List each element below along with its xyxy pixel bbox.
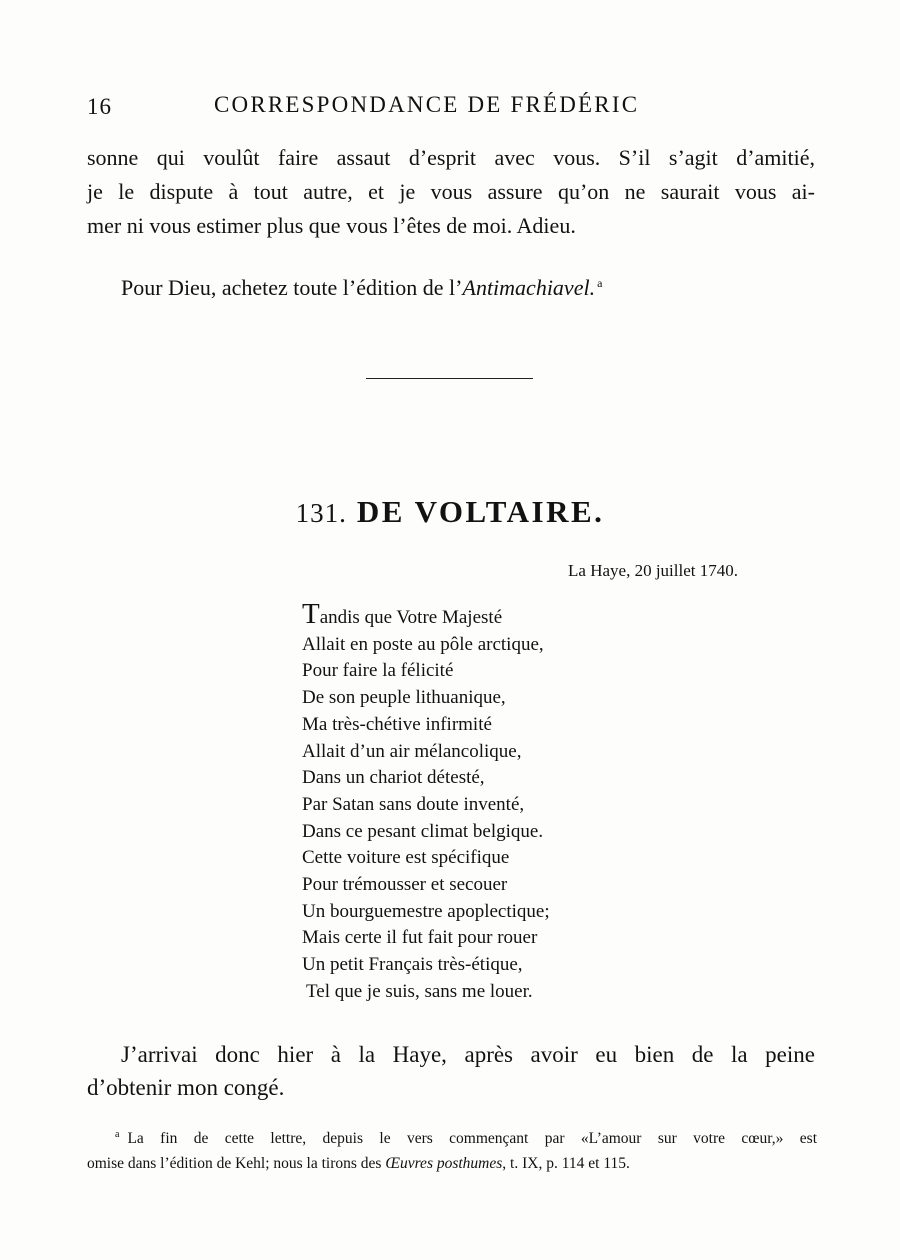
section-divider <box>366 378 533 379</box>
page-number: 16 <box>87 94 112 119</box>
running-head: CORRESPONDANCE DE FRÉDÉRIC <box>214 92 640 117</box>
paragraph-line: J’arrivai donc hier à la Haye, après avoir eu bien de la peine <box>121 1042 815 1067</box>
postscript-text: Pour Dieu, achetez toute l’édition de l’ <box>121 275 463 300</box>
verse-line: Mais certe il fut fait pour rouer <box>302 927 538 949</box>
verse-line: Allait en poste au pôle arctique, <box>302 633 544 655</box>
paragraph-line: je le dispute à tout autre, et je vous assure qu’on ne saurait vous ai- <box>87 179 815 204</box>
verse-line: Dans ce pesant climat belgique. <box>302 820 544 842</box>
letter-paragraph <box>87 1038 815 1104</box>
footnote-line: $^a$ La fin de cette lettre, depuis le vers commençant par «L’amour sur votre cœur,» est <box>115 1129 817 1148</box>
book-title: Œuvres posthumes <box>385 1155 503 1173</box>
verse-line: Tel que je suis, sans me louer. <box>306 980 533 1002</box>
verse-line: Un bourguemestre apoplectique; <box>302 900 550 922</box>
verse-block <box>302 598 550 1006</box>
postscript-line <box>121 275 602 301</box>
book-title: Antimachiavel. <box>462 275 596 300</box>
verse-line: Pour faire la félicité <box>302 660 454 682</box>
letter-heading <box>0 494 900 530</box>
paragraph-line: mer ni vous estimer plus que vous l’êtes de moi. Adieu. <box>87 213 576 238</box>
verse-line: Allait d’un air mélancolique, <box>302 740 522 762</box>
verse-line: Par Satan sans doute inventé, <box>302 793 525 815</box>
verse-line: Tandis que Votre Majesté <box>302 598 503 630</box>
paragraph-line: d’obtenir mon congé. <box>87 1075 285 1100</box>
verse-line: De son peuple lithuanique, <box>302 687 506 709</box>
drop-cap: T <box>302 598 320 630</box>
letter-author: DE VOLTAIRE. <box>356 494 605 529</box>
verse-line: Ma très-chétive infirmité <box>302 713 492 735</box>
opening-paragraph <box>87 141 815 243</box>
paragraph-line: sonne qui voulût faire assaut d’esprit avec vous. S’il s’agit d’amitié, <box>87 145 815 170</box>
footnote-marker: a <box>115 1129 120 1140</box>
verse-line: Cette voiture est spécifique <box>302 847 510 869</box>
footnote-line: omise dans l’édition de Kehl; nous la tirons des Œuvres posthumes, t. IX, p. 114 et 115. <box>87 1155 630 1173</box>
footnote-reference: a <box>597 275 603 290</box>
verse-line: Un petit Français très-étique, <box>302 954 523 976</box>
dateline: La Haye, 20 juillet 1740. <box>568 561 738 580</box>
footnote <box>87 1122 817 1176</box>
letter-number: 131. <box>295 498 347 528</box>
verse-line: Pour trémousser et secouer <box>302 874 508 896</box>
verse-line: Dans un chariot détesté, <box>302 767 485 789</box>
